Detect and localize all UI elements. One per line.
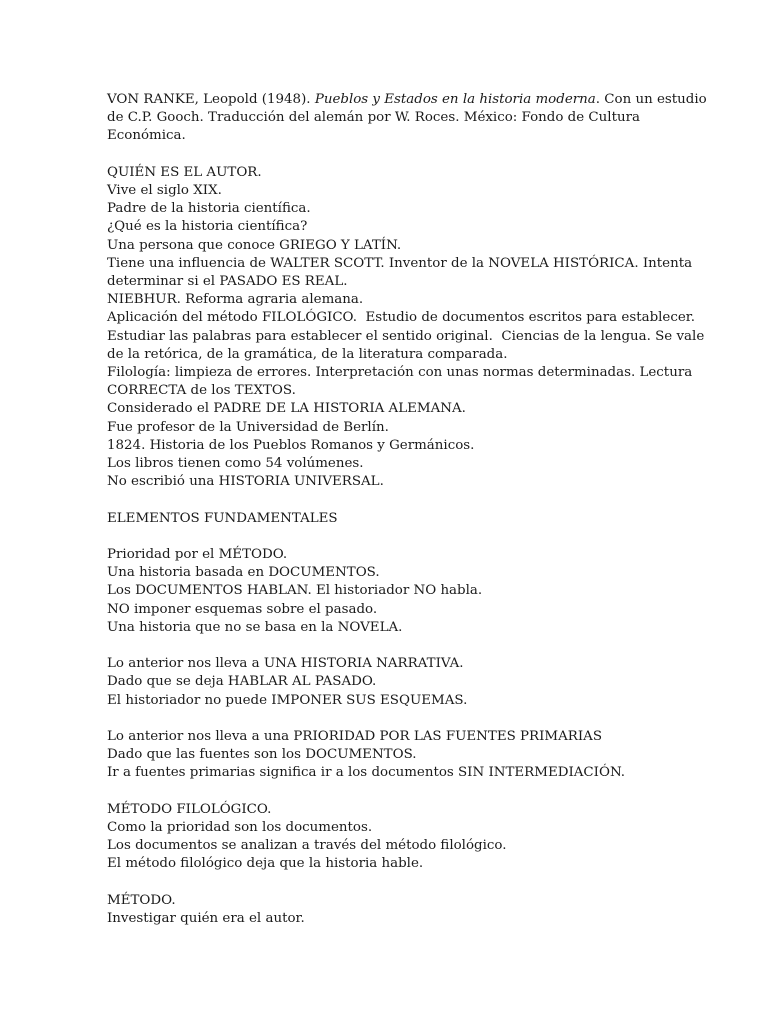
author-section-heading: QUIÉN ES EL AUTOR. — [107, 164, 262, 180]
paragraph-line: Investigar quién era el autor. — [107, 911, 305, 927]
paragraph-line: NO imponer esquemas sobre el pasado. — [107, 601, 378, 617]
citation-rest-1: . Con un estudio — [595, 92, 707, 107]
elements-section-heading: ELEMENTOS FUNDAMENTALES — [107, 510, 338, 526]
author-line: No escribió una HISTORIA UNIVERSAL. — [107, 474, 384, 490]
paragraph-line: Lo anterior nos lleva a UNA HISTORIA NARRATIVA. — [107, 656, 464, 672]
author-line: Vive el siglo XIX. — [107, 183, 222, 198]
paragraph-line: Dado que se deja HABLAR AL PASADO. — [107, 674, 377, 690]
paragraph-line: MÉTODO. — [107, 892, 176, 908]
author-line: Fue profesor de la Universidad de Berlín. — [107, 419, 389, 435]
paragraph-line: Los documentos se analizan a través del método filológico. — [107, 838, 507, 854]
paragraph-line: Ir a fuentes primarias significa ir a los documentos SIN INTERMEDIACIÓN. — [107, 765, 626, 781]
author-line-filologico-c: de la retórica, de la gramática, de la literatura comparada. — [107, 346, 508, 362]
citation-line-2: de C.P. Gooch. Traducción del alemán por W. Roces. México: Fondo de Cultura — [107, 110, 640, 126]
author-line-walter-scott-a: Tiene una influencia de WALTER SCOTT. Inventor de la NOVELA HISTÓRICA. Intenta — [107, 255, 693, 271]
paragraph-line: Una historia que no se basa en la NOVELA. — [107, 619, 403, 635]
author-line-filologia-a: Filología: limpieza de errores. Interpretación con unas normas determinadas. Lectura — [107, 365, 693, 381]
paragraph-line: El método filológico deja que la historia hable. — [107, 856, 424, 872]
author-line: Una persona que conoce GRIEGO Y LATÍN. — [107, 237, 402, 253]
paragraph-line: Una historia basada en DOCUMENTOS. — [107, 565, 380, 581]
author-line: ¿Qué es la historia científica? — [107, 219, 308, 235]
spacer — [107, 146, 667, 164]
citation-line-1 — [107, 91, 707, 109]
author-line-filologia-b: CORRECTA de los TEXTOS. — [107, 383, 296, 399]
author-line: 1824. Historia de los Pueblos Romanos y Germánicos. — [107, 437, 475, 453]
document-body — [107, 91, 707, 928]
paragraph-line: Como la prioridad son los documentos. — [107, 820, 373, 836]
spacer — [107, 710, 667, 728]
spacer — [107, 528, 667, 546]
author-line: Considerado el PADRE DE LA HISTORIA ALEMANA. — [107, 401, 466, 417]
citation-author-year: VON RANKE, Leopold (1948). — [107, 92, 315, 107]
paragraph-line: MÉTODO FILOLÓGICO. — [107, 801, 272, 817]
spacer — [107, 874, 667, 892]
author-line-filologico-a: Aplicación del método FILOLÓGICO. Estudio de documentos escritos para establecer. — [107, 310, 695, 326]
author-line: Los libros tienen como 54 volúmenes. — [107, 456, 364, 472]
citation-title: Pueblos y Estados en la historia moderna — [314, 92, 596, 107]
paragraph-line: Los DOCUMENTOS HABLAN. El historiador NO habla. — [107, 583, 483, 599]
spacer — [107, 491, 667, 509]
paragraph-line: Dado que las fuentes son los DOCUMENTOS. — [107, 747, 417, 763]
author-line-filologico-b: Estudiar las palabras para establecer el sentido original. Ciencias de la lengua. Se vale — [107, 328, 705, 344]
spacer — [107, 637, 667, 655]
spacer — [107, 783, 667, 801]
citation-line-3: Económica. — [107, 128, 186, 144]
author-line-walter-scott-b: determinar si el PASADO ES REAL. — [107, 274, 348, 290]
paragraph-line: Lo anterior nos lleva a una PRIORIDAD POR LAS FUENTES PRIMARIAS — [107, 729, 602, 745]
author-line: NIEBHUR. Reforma agraria alemana. — [107, 292, 364, 308]
paragraph-line: El historiador no puede IMPONER SUS ESQUEMAS. — [107, 692, 468, 708]
paragraph-line: Prioridad por el MÉTODO. — [107, 547, 288, 563]
author-line: Padre de la historia científica. — [107, 201, 311, 217]
